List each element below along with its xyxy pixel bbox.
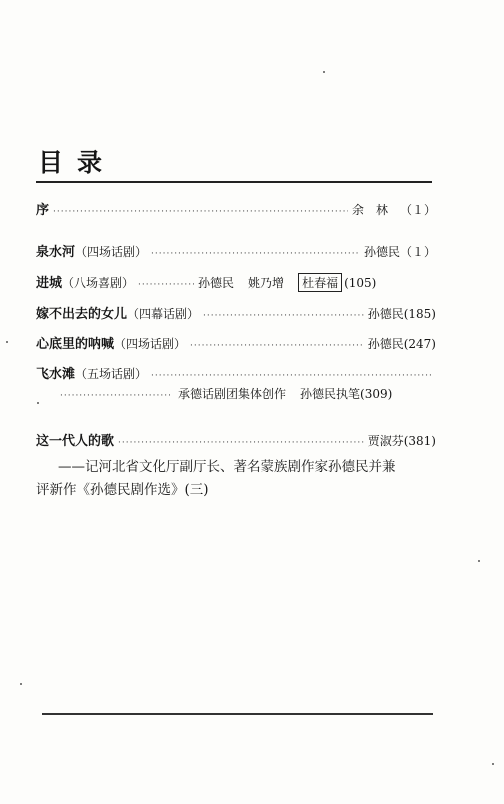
entry-genre: （四场话剧） [75, 245, 148, 259]
entry-title: 序 [36, 203, 50, 218]
leader-dots [151, 371, 432, 381]
toc-entry-feishuitan-line2 [60, 385, 435, 405]
entry-page: （１） [399, 245, 436, 259]
top-rule [36, 181, 432, 183]
entry-page: （１） [399, 203, 436, 217]
toc-entry-quanshuihe[interactable] [36, 241, 436, 261]
entry-author: 贾淑芬 [367, 434, 404, 448]
entry-author-2: 姚乃增 [248, 276, 285, 290]
entry-page: (381) [403, 434, 436, 448]
scan-speck [20, 683, 22, 685]
entry-page: (185) [403, 307, 436, 321]
entry-subtitle-line1: ——记河北省文化厅副厅长、著名蒙族剧作家孙德民并兼 [58, 459, 396, 475]
entry-title: 进城 [36, 276, 63, 291]
entry-title: 嫁不出去的女儿 [36, 307, 128, 322]
leader-dots [53, 207, 348, 217]
entry-author: 孙德民 [367, 307, 404, 321]
scan-speck [37, 402, 39, 404]
leader-dots [190, 341, 364, 351]
entry-author-1: 孙德民 [198, 276, 235, 290]
toc-entry-nahan[interactable] [36, 333, 436, 353]
scan-speck [492, 763, 494, 765]
entry-page: (247) [403, 337, 436, 351]
entry-title: 泉水河 [36, 245, 76, 260]
leader-dots [60, 391, 170, 401]
entry-genre: （四场话剧） [114, 337, 187, 351]
toc-entry-feishuitan[interactable] [36, 363, 436, 383]
leader-dots [151, 249, 360, 259]
entry-title: 飞水滩 [36, 367, 76, 382]
entry-author-3-boxed: 杜春福 [298, 273, 342, 292]
entry-author: 余林 [351, 203, 400, 217]
toc-heading: 目录 [38, 148, 117, 177]
entry-page: (309) [360, 387, 393, 401]
scan-speck [478, 560, 480, 562]
bottom-rule [42, 713, 433, 715]
entry-genre: （四幕话剧） [127, 307, 200, 321]
entry-page: (105) [344, 276, 377, 290]
entry-genre: （八场喜剧） [62, 276, 135, 290]
entry-author-group: 承德话剧团集体创作 [178, 387, 287, 401]
scan-speck [323, 71, 325, 73]
entry-genre: （五场话剧） [75, 367, 148, 381]
leader-dots [138, 280, 194, 290]
leader-dots [118, 438, 364, 448]
entry-author: 孙德民 [367, 337, 404, 351]
toc-entry-song[interactable] [36, 430, 436, 450]
entry-author: 孙德民执笔 [300, 387, 361, 401]
entry-title: 心底里的呐喊 [36, 337, 115, 352]
entry-author: 孙德民 [363, 245, 400, 259]
toc-entry-nver[interactable] [36, 303, 436, 323]
entry-title: 这一代人的歌 [36, 434, 115, 449]
scan-speck [6, 341, 8, 343]
toc-entry-preface[interactable] [36, 199, 436, 219]
toc-entry-jincheng[interactable] [36, 272, 436, 292]
entry-subtitle-line2: 评新作《孙德民剧作选》(三) [36, 482, 209, 498]
leader-dots [203, 311, 364, 321]
